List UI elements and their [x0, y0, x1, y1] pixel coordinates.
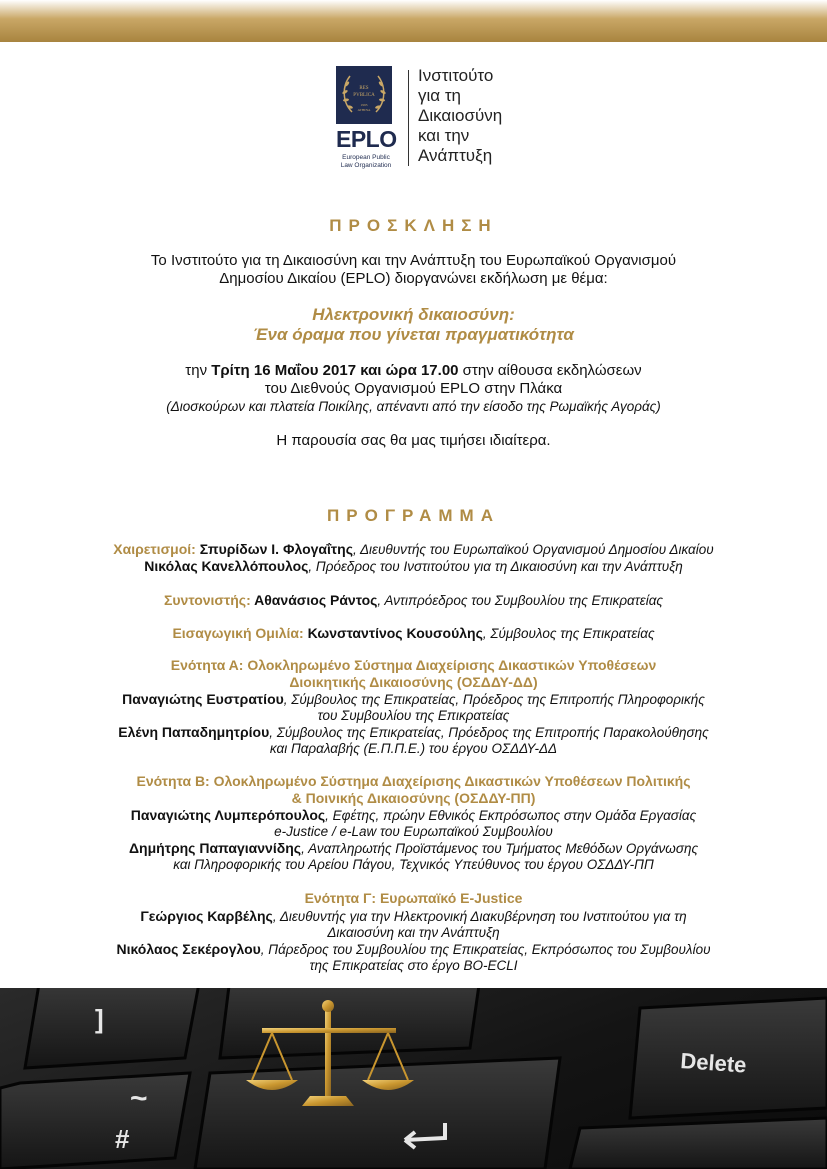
speaker-row: Παναγιώτης Ευστρατίου, Σύμβουλος της Επικρατείας, Πρόεδρος της Επιτροπής Πληροφορικής [122, 691, 705, 707]
section-a-speakers: Παναγιώτης Ευστρατίου, Σύμβουλος της Επικρατείας, Πρόεδρος της Επιτροπής Πληροφορικής του Συμβουλίου της Επικρατείας Ελένη Παπαδημητρίου, Σύμβουλος της Επικρατείας, Πρόεδρος της Επιτροπής Παρακολούθησης και Παραλαβής (Ε.Π.Π.Ε.) του έργου ΟΣΔΔΥ-ΔΔ [40, 691, 787, 757]
tilde-key [0, 1073, 190, 1169]
svg-text:RES: RES [359, 86, 369, 91]
section-b-title: Ενότητα Β: Ολοκληρωμένο Σύστημα Διαχείρισης Δικαστικών Υποθέσεων Πολιτικής & Ποινικής Δικαιοσύνης (ΟΣΔΔΥ-ΠΠ) [136, 773, 691, 806]
date-line: την Τρίτη 16 Μαΐου 2017 και ώρα 17.00 στην αίθουσα εκδηλώσεων [185, 362, 642, 379]
speaker-row: Νικόλαος Σεκέρογλου, Πάρεδρος του Συμβουλίου της Επικρατείας, Εκπρόσωπος του Συμβουλίου [116, 941, 711, 957]
intro-line: Δημοσίου Δικαίου (EPLO) διοργανώνει εκδήλωση με θέμα: [219, 270, 608, 287]
institute-line: Ανάπτυξη [418, 146, 493, 165]
moderator-row: Συντονιστής: Αθανάσιος Ράντος, Αντιπρόεδρος του Συμβουλίου της Επικρατείας [164, 592, 663, 608]
eplo-name: EPLO [336, 126, 397, 152]
invitation-intro [40, 252, 787, 288]
section-c-speakers: Γεώργιος Καρβέλης, Διευθυντής για την Ηλεκτρονική Διακυβέρνηση του Ινστιτούτου για τη Δικαιοσύνη και την Ανάπτυξη Νικόλαος Σεκέρογλου, Πάρεδρος του Συμβουλίου της Επικρατείας, Εκπρόσωπος του Συμβουλίου της Επικρατείας στο έργο BO-ECLI [40, 908, 787, 974]
speaker-row: Ελένη Παπαδημητρίου, Σύμβουλος της Επικρατείας, Πρόεδρος της Επιτροπής Παρακολούθησης [118, 724, 709, 740]
closing-line: Η παρουσία σας θα μας τιμήσει ιδιαίτερα. [276, 432, 551, 449]
event-date [40, 362, 787, 416]
intro-line: Το Ινστιτούτο για τη Δικαιοσύνη και την Ανάπτυξη του Ευρωπαϊκού Οργανισμού [150, 252, 677, 269]
address-line: (Διοσκούρων και πλατεία Ποικίλης, απέναντι από την είσοδο της Ρωμαϊκής Αγοράς) [166, 399, 661, 414]
speaker-row: Παναγιώτης Λυμπερόπουλος, Εφέτης, πρώην Εθνικός Εκπρόσωπος στην Ομάδα Εργασίας [130, 807, 697, 823]
laurel-icon [336, 66, 392, 124]
institute-line: Ινστιτούτο [418, 66, 494, 85]
program-heading: ΠΡΟΓΡΑΜΜΑ [326, 506, 500, 525]
svg-text:1995: 1995 [360, 103, 368, 107]
lower-key [570, 1118, 827, 1169]
section-c-title: Ενότητα Γ: Ευρωπαϊκό E-Justice [304, 890, 523, 906]
keyboard-photo [0, 988, 827, 1169]
intro-speech-row: Εισαγωγική Ομιλία: Κωνσταντίνος Κουσούλης, Σύμβουλος της Επικρατείας [172, 625, 655, 641]
svg-text:PVBLICA: PVBLICA [353, 93, 375, 98]
tilde-key-label: ~ [130, 1082, 148, 1115]
institute-line: για τη [418, 86, 461, 105]
section-b-speakers: Παναγιώτης Λυμπερόπουλος, Εφέτης, πρώην Εθνικός Εκπρόσωπος στην Ομάδα Εργασίας e-Justice / e-Law του Ευρωπαϊκού Συμβουλίου Δημήτρης Παπαγιαννίδης, Αναπληρωτής Προϊστάμενος του Τμήματος Μεθόδων Οργάνωσης και Πληροφορικής του Αρείου Πάγου, Τεχνικός Υπεύθυνος του έργου ΟΣΔΔΥ-ΠΠ [40, 807, 787, 873]
speaker-row: Δημήτρης Παπαγιαννίδης, Αναπληρωτής Προϊστάμενος του Τμήματος Μεθόδων Οργάνωσης [128, 840, 699, 856]
logo-divider [408, 70, 409, 166]
bracket-key-label: ] [95, 1004, 104, 1034]
greeting-row: Χαιρετισμοί: Σπυρίδων Ι. Φλογαΐτης, Διευθυντής του Ευρωπαϊκού Οργανισμού Δημοσίου Δικαίου [113, 541, 714, 557]
section-a-title: Ενότητα Α: Ολοκληρωμένο Σύστημα Διαχείρισης Δικαστικών Υποθέσεων Διοικητικής Δικαιοσύνης (ΟΣΔΔΥ-ΔΔ) [170, 657, 657, 690]
topic-line: Ηλεκτρονική δικαιοσύνη: [312, 305, 515, 324]
eplo-logo [336, 66, 536, 176]
speaker-row: Γεώργιος Καρβέλης, Διευθυντής για την Ηλεκτρονική Διακυβέρνηση του Ινστιτούτου για τη [140, 908, 687, 924]
top-key [220, 988, 480, 1058]
keyboard-illustration [0, 988, 827, 1169]
greeting-row: Νικόλας Κανελλόπουλος, Πρόεδρος του Ινστιτούτου για τη Δικαιοσύνη και την Ανάπτυξη [144, 558, 683, 574]
greetings-block [40, 541, 787, 575]
event-topic [40, 305, 787, 345]
eplo-subtitle: European Public Law Organization [340, 154, 392, 169]
date-bold: Τρίτη 16 Μαΐου 2017 και ώρα 17.00 [211, 362, 459, 379]
topic-line: Ένα όραμα που γίνεται πραγματικότητα [253, 325, 574, 344]
top-gold-band [0, 0, 827, 42]
institute-line: Δικαιοσύνη [418, 106, 503, 125]
delete-key-label: Delete [679, 1048, 748, 1078]
venue-line: του Διεθνούς Οργανισμού EPLO στην Πλάκα [264, 380, 563, 397]
laurel-emblem [336, 66, 392, 124]
institute-name [418, 66, 538, 166]
institute-line: και την [418, 126, 470, 145]
invitation-heading: ΠΡΟΣΚΛΗΣΗ [329, 216, 498, 235]
bracket-key [25, 988, 200, 1068]
hash-key-label: # [115, 1124, 130, 1154]
enter-key [195, 1058, 560, 1169]
svg-text:ATHINA: ATHINA [357, 108, 371, 112]
